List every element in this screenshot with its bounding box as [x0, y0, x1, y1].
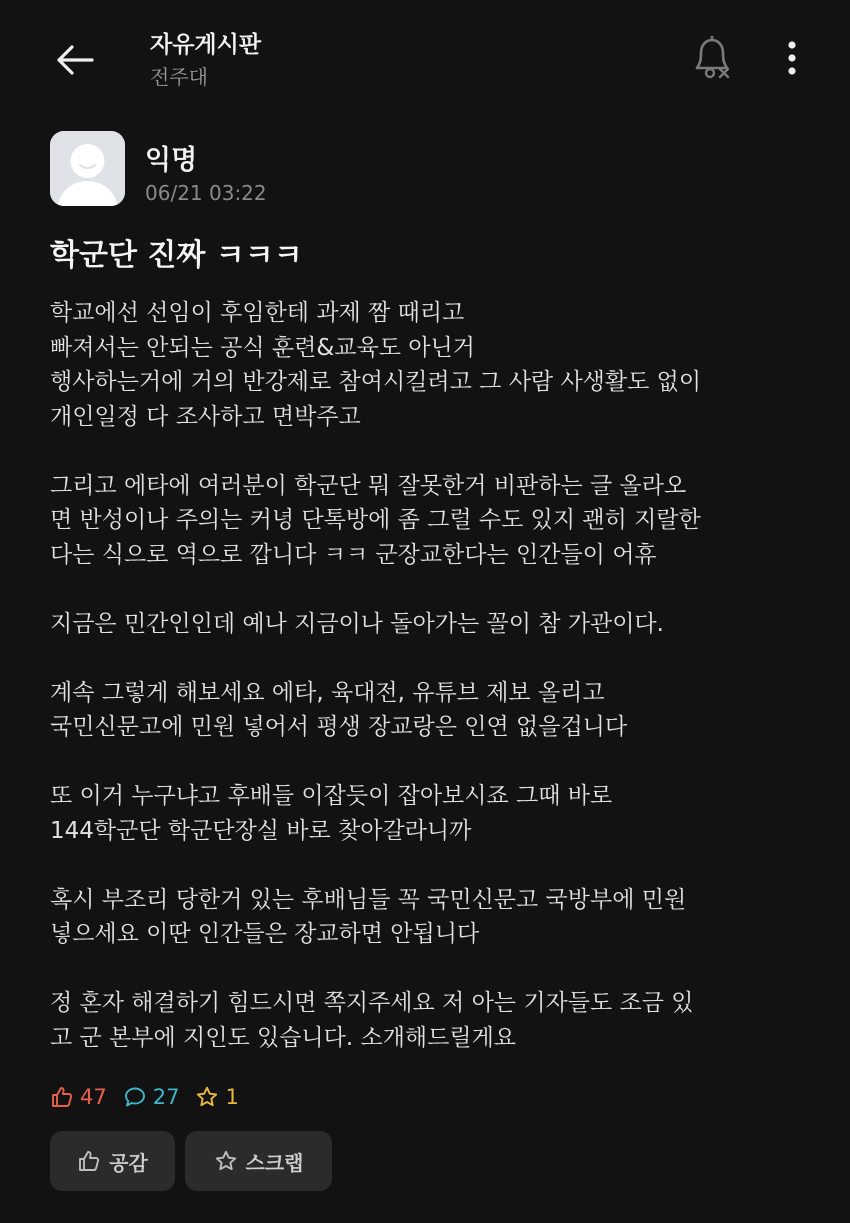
- comment-icon: [123, 1085, 147, 1109]
- body-paragraph: [50, 779, 820, 848]
- scrap-button-label: 스크랩: [245, 1150, 304, 1175]
- notification-button[interactable]: [688, 34, 736, 82]
- body-paragraph: [50, 883, 820, 952]
- comment-stat: [123, 1085, 180, 1109]
- scrap-button[interactable]: [185, 1131, 332, 1191]
- body-line: 또 이거 누구냐고 후배들 이잡듯이 잡아보시죠 그때 바로: [50, 783, 613, 809]
- post-body: [50, 296, 820, 1090]
- comment-count: 27: [152, 1085, 180, 1109]
- board-subtitle: 전주대: [150, 65, 208, 89]
- post-stats: [50, 1082, 255, 1112]
- back-arrow-icon: [54, 44, 94, 76]
- body-line: 빠져서는 안되는 공식 훈련&교육도 아닌거: [50, 334, 475, 361]
- body-paragraph: [50, 607, 820, 642]
- body-paragraph: [50, 676, 820, 745]
- body-line: 그리고 에타에 여러분이 학군단 뭐 잘못한거 비판하는 글 올라오: [50, 472, 687, 499]
- like-count: 47: [80, 1085, 107, 1109]
- star-icon: [195, 1085, 219, 1109]
- like-button[interactable]: [50, 1131, 175, 1191]
- star-icon: [214, 1149, 238, 1173]
- top-bar: [0, 0, 850, 110]
- body-line: 정 혼자 해결하기 힘드시면 쪽지주세요 저 아는 기자들도 조금 있: [50, 990, 694, 1016]
- body-line: 행사하는거에 거의 반강제로 참여시킬려고 그 사람 사생활도 없이: [50, 369, 702, 395]
- body-paragraph: [50, 469, 820, 573]
- thumbs-up-icon: [50, 1085, 74, 1109]
- body-line: 계속 그렇게 해보세요 에타, 육대전, 유튜브 제보 올리고: [50, 679, 605, 706]
- like-stat: [50, 1085, 107, 1109]
- body-paragraph: [50, 296, 820, 434]
- body-line: 다는 식으로 역으로 깝니다 ㅋㅋ 군장교한다는 인간들이 어휴: [50, 541, 657, 568]
- board-title: 자유게시판: [150, 32, 262, 58]
- thumbs-up-icon: [77, 1149, 101, 1173]
- body-line: 학교에선 선임이 후임한테 과제 짬 때리고: [50, 300, 465, 326]
- body-line: 144학군단 학군단장실 바로 찾아갈라니까: [50, 817, 472, 844]
- scrap-stat: [195, 1085, 238, 1109]
- scrap-count: 1: [225, 1085, 239, 1109]
- body-line: 혹시 부조리 당한거 있는 후배님들 꼭 국민신문고 국방부에 민원: [50, 886, 687, 913]
- more-options-button[interactable]: [770, 34, 814, 82]
- body-paragraph: [50, 986, 820, 1055]
- like-button-label: 공감: [109, 1150, 148, 1175]
- body-line: 넣으세요 이딴 인간들은 장교하면 안됩니다: [50, 921, 480, 947]
- more-vertical-icon: [787, 40, 797, 76]
- body-line: 지금은 민간인인데 예나 지금이나 돌아가는 꼴이 참 가관이다.: [50, 610, 664, 637]
- post-date: 06/21 03:22: [145, 181, 267, 205]
- avatar: [50, 131, 125, 206]
- body-line: 고 군 본부에 지인도 있습니다. 소개해드릴게요: [50, 1024, 517, 1051]
- back-button[interactable]: [50, 38, 98, 82]
- body-line: 국민신문고에 민원 넣어서 평생 장교랑은 인연 없을겁니다: [50, 714, 628, 740]
- author-name: 익명: [145, 145, 198, 176]
- post-title: 학군단 진짜 ㅋㅋㅋ: [50, 238, 303, 273]
- body-line: 면 반성이나 주의는 커녕 단톡방에 좀 그럴 수도 있지 괜히 지랄한: [50, 507, 701, 533]
- default-profile-icon: [50, 131, 125, 206]
- notification-off-icon: [691, 35, 733, 81]
- body-line: 개인일정 다 조사하고 면박주고: [50, 403, 361, 430]
